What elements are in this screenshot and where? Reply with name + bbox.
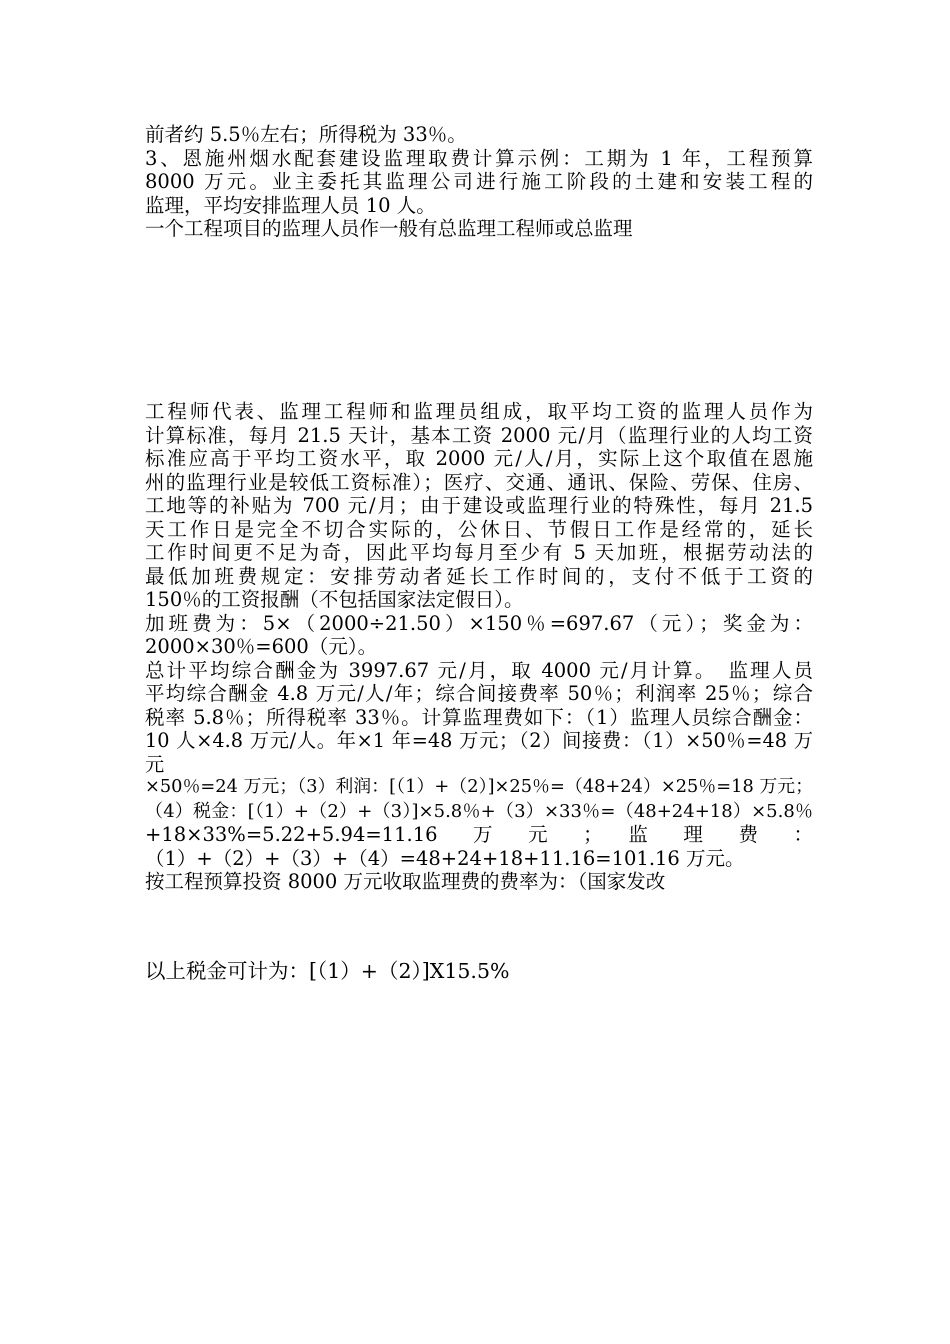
text-line: ×50％=24 万元；（3）利润：[（1）+（2）]×25％=（48+24）×25％=18 万元； bbox=[145, 777, 813, 797]
text-line: +18×33%=5.22+5.94=11.16 万 元 ； 监 理 费 ： bbox=[145, 823, 813, 846]
text-line: 最低加班费规定：安排劳动者延长工作时间的，支付不低于工资的 bbox=[145, 564, 813, 588]
text-line: 按工程预算投资 8000 万元收取监理费的费率为：（国家发改 bbox=[145, 870, 666, 893]
text-line: 标准应高于平均工资水平，取 2000 元/人/月，实际上这个取值在恩施 bbox=[145, 447, 813, 470]
text-line: 工程师代表、监理工程师和监理员组成，取平均工资的监理人员作为 bbox=[145, 400, 813, 423]
text-line: 加班费为：5×（2000÷21.50）×150％=697.67（元）；奖金为： bbox=[145, 611, 813, 635]
text-line: 州的监理行业是较低工资标准）；医疗、交通、通讯、保险、劳保、住房、 bbox=[145, 470, 813, 494]
text-line: 工地等的补贴为 700 元/月；由于建设或监理行业的特殊性，每月 21.5 bbox=[145, 494, 813, 517]
text-line: 税率 5.8％；所得税率 33％。计算监理费如下：（1）监理人员综合酬金： bbox=[145, 705, 813, 729]
paragraph-block-3 bbox=[145, 958, 813, 984]
text-line: （4）税金：[（1）+（2）+（3）]×5.8％+（3）×33％=（48+24+18）×5.8％ bbox=[145, 800, 813, 822]
text-line: 2000×30％=600（元）。 bbox=[145, 635, 378, 658]
text-line: 监理，平均安排监理人员 10 人。 bbox=[145, 193, 436, 217]
text-line: 总计平均综合酬金为 3997.67 元/月，取 4000 元/月计算。 监理人员 bbox=[145, 658, 813, 682]
text-line: 平均综合酬金 4.8 万元/人/年；综合间接费率 50％；利润率 25％；综合 bbox=[145, 682, 813, 705]
text-line: 10 人×4.8 万元/人。年×1 年=48 万元；（2）间接费：（1）×50％=48 万元 bbox=[145, 729, 813, 776]
text-line: 8000 万元。业主委托其监理公司进行施工阶段的土建和安装工程的 bbox=[145, 170, 813, 193]
text-line: 3、恩施州烟水配套建设监理取费计算示例：工期为 1 年，工程预算 bbox=[145, 146, 813, 170]
paragraph-block-2 bbox=[145, 400, 813, 894]
text-line: 150％的工资报酬（不包括国家法定假日）。 bbox=[145, 588, 524, 611]
text-line: 工作时间更不足为奇，因此平均每月至少有 5 天加班，根据劳动法的 bbox=[145, 541, 813, 564]
text-line: 天工作日是完全不切合实际的，公休日、节假日工作是经常的，延长 bbox=[145, 517, 813, 541]
text-line: 一个工程项目的监理人员作一般有总监理工程师或总监理 bbox=[145, 217, 633, 240]
text-line: 以上税金可计为：[（1）+（2）]X15.5% bbox=[145, 959, 510, 983]
text-line: 计算标准，每月 21.5 天计，基本工资 2000 元/月（监理行业的人均工资 bbox=[145, 423, 813, 447]
text-line: 前者约 5.5％左右；所得税为 33％。 bbox=[145, 123, 467, 146]
text-line: （1）+（2）+（3）+（4）=48+24+18+11.16=101.16 万元。 bbox=[145, 846, 745, 870]
paragraph-block-1 bbox=[145, 123, 813, 241]
